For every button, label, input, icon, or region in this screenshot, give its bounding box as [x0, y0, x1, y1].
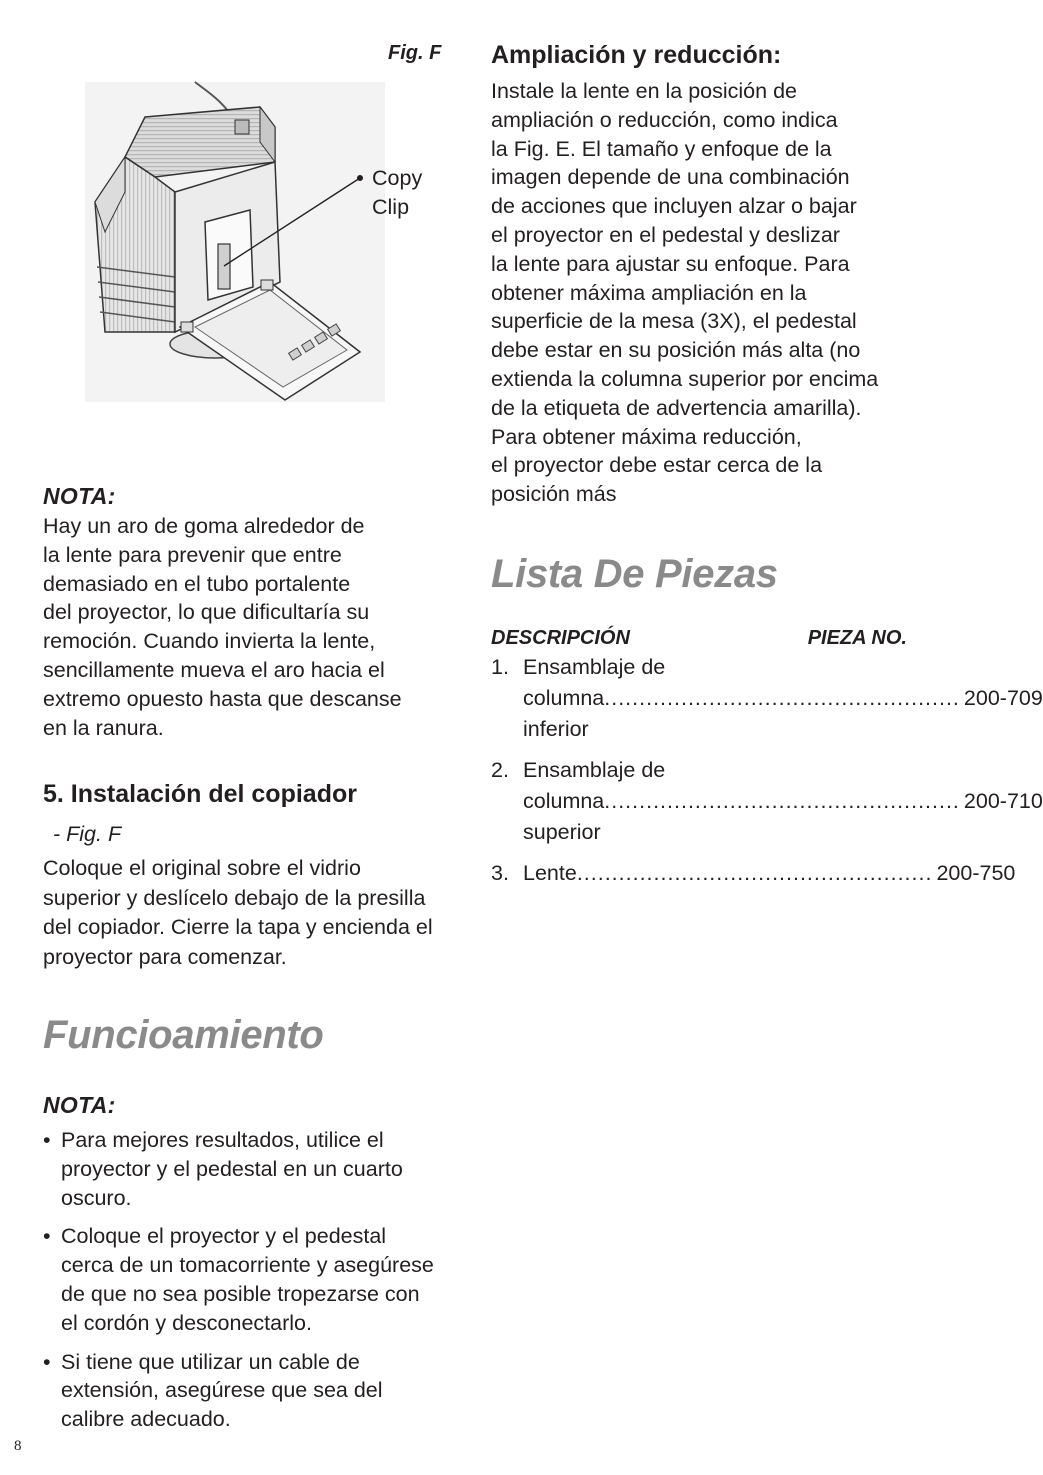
section5-line: Coloque el original sobre el vidrio: [43, 856, 361, 880]
part-item: 1. Ensamblaje de columna inferior ................................................... 200-709: [491, 655, 1043, 741]
bullet-dot: •: [43, 1224, 51, 1249]
bullet-item: • Si tiene que utilizar un cable de extensión, asegúrese que sea del calibre adecuado.: [43, 1349, 383, 1432]
part-code: 200-710: [963, 789, 1043, 813]
part-code: 200-750: [936, 861, 1016, 885]
figure-label: Fig. F: [388, 42, 442, 64]
page-number: 8: [14, 1438, 22, 1454]
nota1-line: sencillamente mueva el aro hacia el: [43, 657, 385, 682]
section-5-heading: 5. Instalación del copiador: [43, 780, 357, 808]
section5-line: superior y deslícelo debajo de la presilla: [43, 885, 426, 910]
bullet-dot: •: [43, 1349, 51, 1374]
part-item: 2. Ensamblaje de columna superior ................................................... 200-710: [491, 758, 1043, 844]
bullet-item: • Para mejores resultados, utilice el proyector y el pedestal en un cuarto oscuro.: [43, 1128, 403, 1210]
funcionamiento-title: Funcioamiento: [43, 1013, 324, 1057]
part-item: 3. Lente ................................................... 200-750: [491, 858, 907, 889]
nota1-line: demasiado en el tubo portalente: [43, 571, 351, 596]
parts-list: [491, 627, 1043, 898]
col-part-number: PIEZA NO.: [807, 627, 907, 649]
callout-line: [220, 170, 370, 270]
funcionamiento-bullets: [43, 1126, 473, 1444]
nota1-line: extremo opuesto hasta que descanse: [43, 686, 402, 711]
nota-heading-1: NOTA:: [43, 483, 116, 509]
section-5-body: [43, 854, 473, 972]
nota-heading-2: NOTA:: [43, 1092, 116, 1118]
section-5-subref: - Fig. F: [53, 822, 122, 846]
copy-clip-callout: [372, 164, 422, 222]
nota-body-1: [43, 512, 463, 742]
part-code: 200-709: [963, 686, 1043, 710]
nota1-line: en la ranura.: [43, 715, 164, 740]
nota1-line: la lente para prevenir que entre: [43, 542, 342, 567]
callout-line2: Clip: [372, 195, 410, 219]
lista-title: Lista De Piezas: [491, 552, 778, 596]
section5-line: proyector para comenzar.: [43, 944, 287, 969]
bullet-dot: •: [43, 1128, 51, 1152]
nota1-line: del proyector, lo que dificultaría su: [43, 600, 370, 625]
nota1-line: Hay un aro de goma alrededor de: [43, 514, 365, 538]
section5-line: del copiador. Cierre la tapa y encienda el: [43, 915, 433, 939]
ampliacion-body: Instale la lente en la posición de ampliación o reducción, como indica la Fig. E. El tamaño y enfoque de la imagen depende de una combinación de acciones que incluyen alzar o bajar el proyector en el pedestal y deslizar la lente para ajustar su enfoque. Para obtener máxima ampliación en la superficie de la mesa (3X), el pedestal debe estar en su posición más alta (no extienda la columna superior por encima de la etiqueta de advertencia amarilla). Para obtener máxima reducción, el proyector debe estar cerca de la posición más: [491, 79, 879, 507]
nota1-line: remoción. Cuando invierta la lente,: [43, 629, 376, 654]
bullet-item: • Coloque el proyector y el pedestal cerca de un tomacorriente y asegúrese de que no sea posible tropezarse con el cordón y desconectarlo.: [43, 1224, 434, 1335]
ampliacion-heading: Ampliación y reducción:: [491, 41, 782, 69]
parts-header: [491, 627, 907, 650]
col-description: DESCRIPCIÓN: [491, 627, 630, 649]
callout-line1: Copy: [372, 166, 423, 190]
